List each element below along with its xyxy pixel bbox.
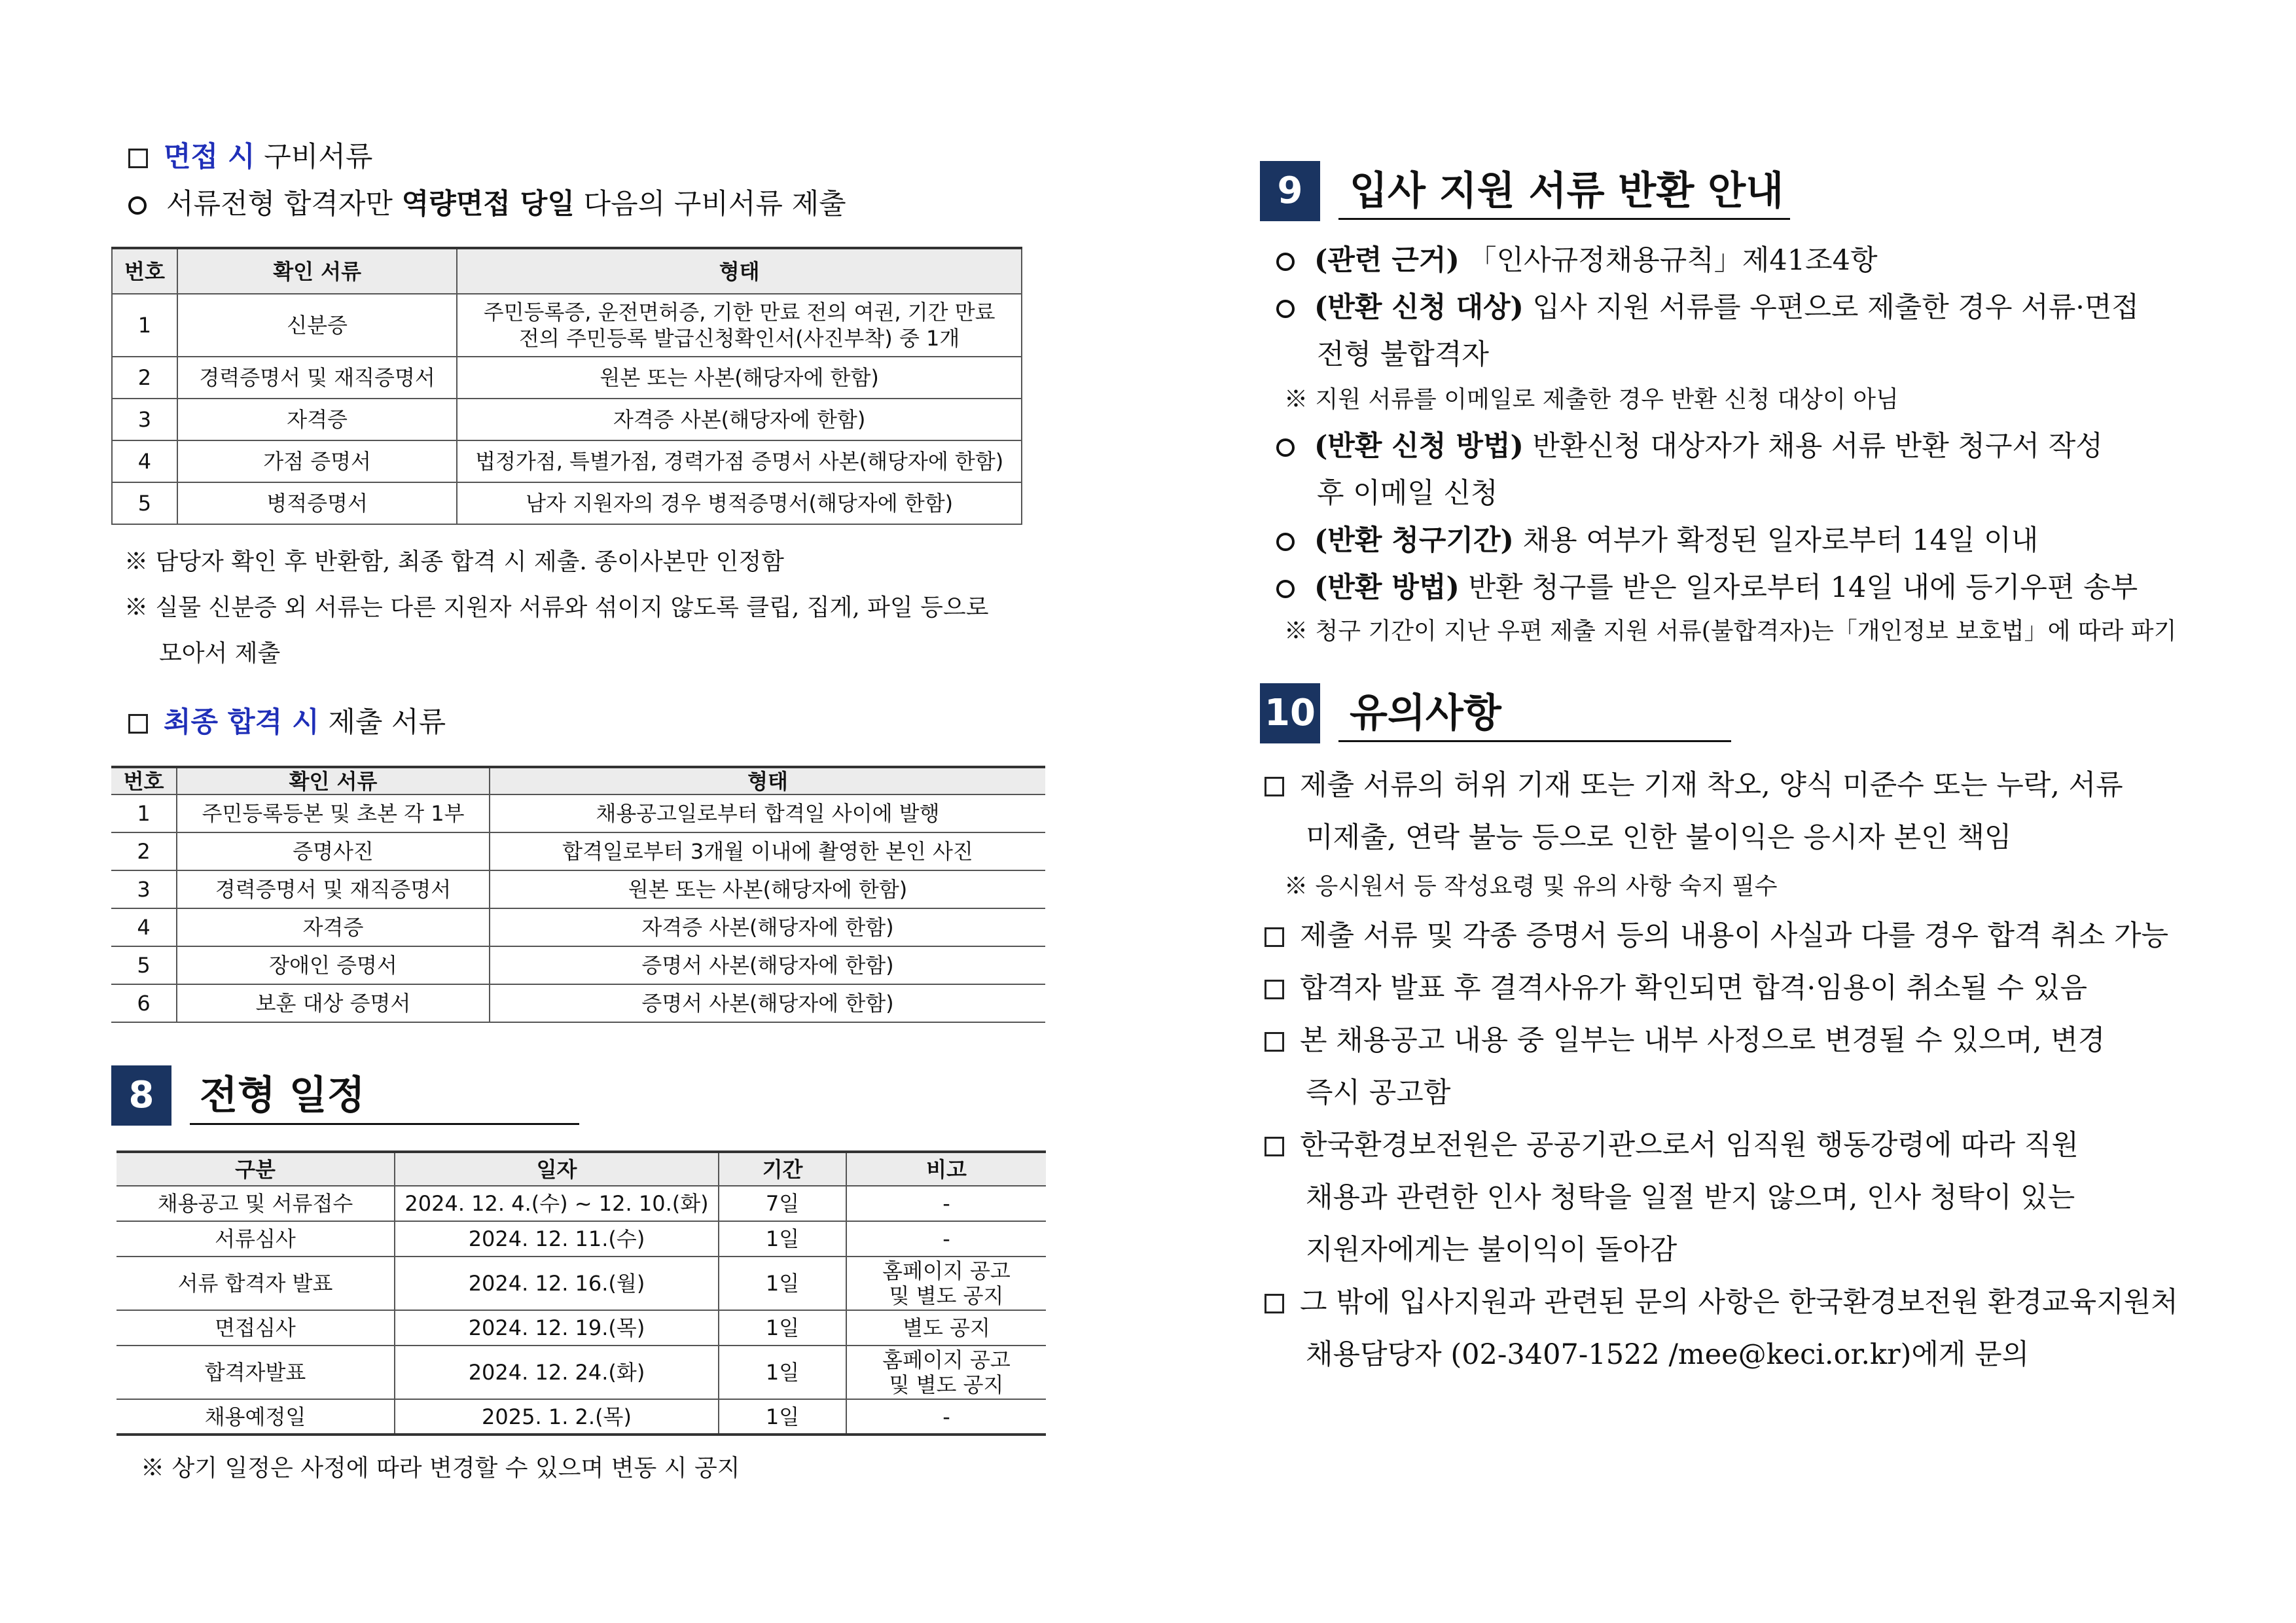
interview-docs-intro: 서류전형 합격자만 역량면접 당일 다음의 구비서류 제출 [128, 182, 846, 222]
section-title: 전형 일정 [200, 1073, 365, 1118]
return-item-basis: (관련 근거) 「인사규정채용규칙」제41조4항 [1276, 238, 1878, 278]
table-row: 5 장애인 증명서 증명서 사본(해당자에 한함) [111, 946, 1045, 984]
circle-bullet-icon [1276, 580, 1295, 598]
interview-note-1: ※ 담당자 확인 후 반환함, 최종 합격 시 제출. 종이사본만 인정함 [124, 548, 784, 575]
interview-note-2-cont: 모아서 제출 [159, 640, 281, 667]
final-docs-heading: 최종 합격 시 제출 서류 [128, 700, 446, 740]
interview-docs-heading: 면접 시 구비서류 [128, 135, 372, 175]
table-row: 1 주민등록등본 및 초본 각 1부 채용공고일로부터 합격일 사이에 발행 [111, 794, 1045, 832]
notice-item-4: 본 채용공고 내용 중 일부는 내부 사정으로 변경될 수 있으며, 변경 [1265, 1018, 2105, 1058]
table-row: 채용예정일 2025. 1. 2.(목) 1일 - [117, 1399, 1046, 1435]
checkbox-icon [1265, 1294, 1284, 1313]
schedule-note: ※ 상기 일정은 사정에 따라 변경할 수 있으며 변동 시 공지 [141, 1455, 740, 1482]
col-header: 확인 서류 [177, 767, 490, 794]
notice-item-3: 합격자 발표 후 결격사유가 확인되면 합격·임용이 취소될 수 있음 [1265, 966, 2087, 1006]
notice-item-1: 제출 서류의 허위 기재 또는 기재 착오, 양식 미준수 또는 누락, 서류 [1265, 763, 2123, 803]
interview-note-2: ※ 실물 신분증 외 서류는 다른 지원자 서류와 섞이지 않도록 클립, 집게, 파일 등으로 [124, 594, 989, 621]
col-header: 형태 [457, 248, 1022, 294]
final-docs-table [111, 766, 1045, 1023]
return-item-target-cont: 전형 불합격자 [1317, 338, 1489, 371]
circle-bullet-icon [128, 196, 147, 215]
return-item-way: (반환 방법) 반환 청구를 받은 일자로부터 14일 내에 등기우편 송부 [1276, 565, 2138, 605]
return-item-period: (반환 청구기간) 채용 여부가 확정된 일자로부터 14일 이내 [1276, 518, 2038, 558]
table-row: 5 병적증명서 남자 지원자의 경우 병적증명서(해당자에 한함) [112, 482, 1022, 524]
checkbox-icon [128, 149, 148, 168]
col-header: 기간 [719, 1152, 846, 1186]
notice-item-5-cont: 채용과 관련한 인사 청탁을 일절 받지 않으며, 인사 청탁이 있는 [1306, 1181, 2075, 1214]
checkbox-icon [128, 714, 148, 734]
section-underline [1338, 740, 1731, 742]
section-title: 입사 지원 서류 반환 안내 [1350, 168, 1784, 214]
col-header: 비고 [846, 1152, 1046, 1186]
checkbox-icon [1265, 927, 1284, 947]
section-title: 유의사항 [1350, 690, 1501, 736]
notice-item-1-cont: 미제출, 연락 불능 등으로 인한 불이익은 응시자 본인 책임 [1306, 821, 2012, 854]
col-header: 번호 [112, 248, 177, 294]
notice-item-4-cont: 즉시 공고함 [1306, 1077, 1451, 1109]
table-row: 합격자발표 2024. 12. 24.(화) 1일 홈페이지 공고 및 별도 공지 [117, 1346, 1046, 1399]
checkbox-icon [1265, 1137, 1284, 1156]
table-row: 3 자격증 자격증 사본(해당자에 한함) [112, 399, 1022, 440]
notice-note-1: ※ 응시원서 등 작성요령 및 유의 사항 숙지 필수 [1284, 873, 1778, 900]
section-number: 10 [1260, 683, 1320, 743]
return-note-1: ※ 지원 서류를 이메일로 제출한 경우 반환 신청 대상이 아님 [1284, 386, 1899, 413]
notice-item-6: 그 밖에 입사지원과 관련된 문의 사항은 한국환경보전원 환경교육지원처 [1265, 1280, 2178, 1320]
col-header: 번호 [111, 767, 177, 794]
col-header: 구분 [117, 1152, 395, 1186]
circle-bullet-icon [1276, 300, 1295, 318]
schedule-table [117, 1150, 1046, 1436]
circle-bullet-icon [1276, 438, 1295, 457]
table-row: 6 보훈 대상 증명서 증명서 사본(해당자에 한함) [111, 984, 1045, 1022]
notice-item-5-cont2: 지원자에게는 불이익이 돌아감 [1306, 1234, 1677, 1266]
table-row: 4 가점 증명서 법정가점, 특별가점, 경력가점 증명서 사본(해당자에 한함) [112, 440, 1022, 482]
return-item-method: (반환 신청 방법) 반환신청 대상자가 채용 서류 반환 청구서 작성 [1276, 424, 2103, 464]
return-item-method-cont: 후 이메일 신청 [1317, 477, 1498, 510]
checkbox-icon [1265, 1032, 1284, 1052]
notice-item-2: 제출 서류 및 각종 증명서 등의 내용이 사실과 다를 경우 합격 취소 가능 [1265, 914, 2168, 954]
section-underline [1338, 218, 1790, 220]
notice-item-5: 한국환경보전원은 공공기관으로서 임직원 행동강령에 따라 직원 [1265, 1123, 2079, 1163]
circle-bullet-icon [1276, 533, 1295, 551]
notice-item-6-cont: 채용담당자 (02-3407-1522 /mee@keci.or.kr)에게 문의 [1306, 1338, 2030, 1371]
interview-docs-table [111, 247, 1022, 525]
table-row: 서류 합격자 발표 2024. 12. 16.(월) 1일 홈페이지 공고 및 별도 공지 [117, 1257, 1046, 1310]
table-row: 서류심사 2024. 12. 11.(수) 1일 - [117, 1221, 1046, 1257]
col-header: 형태 [490, 767, 1045, 794]
section-number: 9 [1260, 161, 1320, 221]
table-row: 1 신분증 주민등록증, 운전면허증, 기한 만료 전의 여권, 기간 만료 전의 주민등록 발급신청확인서(사진부착) 중 1개 [112, 294, 1022, 357]
return-item-target: (반환 신청 대상) 입사 지원 서류를 우편으로 제출한 경우 서류·면접 [1276, 285, 2139, 325]
checkbox-icon [1265, 777, 1284, 796]
col-header: 일자 [395, 1152, 719, 1186]
table-row: 3 경력증명서 및 재직증명서 원본 또는 사본(해당자에 한함) [111, 870, 1045, 908]
col-header: 확인 서류 [177, 248, 457, 294]
table-row: 면접심사 2024. 12. 19.(목) 1일 별도 공지 [117, 1310, 1046, 1346]
checkbox-icon [1265, 980, 1284, 999]
table-row: 4 자격증 자격증 사본(해당자에 한함) [111, 908, 1045, 946]
table-row: 2 증명사진 합격일로부터 3개월 이내에 촬영한 본인 사진 [111, 832, 1045, 870]
return-note-2: ※ 청구 기간이 지난 우편 제출 지원 서류(불합격자)는「개인정보 보호법」에 따라 파기 [1284, 618, 2177, 645]
section-number: 8 [111, 1065, 171, 1126]
circle-bullet-icon [1276, 253, 1295, 271]
section-underline [190, 1123, 579, 1125]
table-row: 채용공고 및 서류접수 2024. 12. 4.(수) ~ 12. 10.(화) 7일 - [117, 1186, 1046, 1221]
table-row: 2 경력증명서 및 재직증명서 원본 또는 사본(해당자에 한함) [112, 357, 1022, 399]
